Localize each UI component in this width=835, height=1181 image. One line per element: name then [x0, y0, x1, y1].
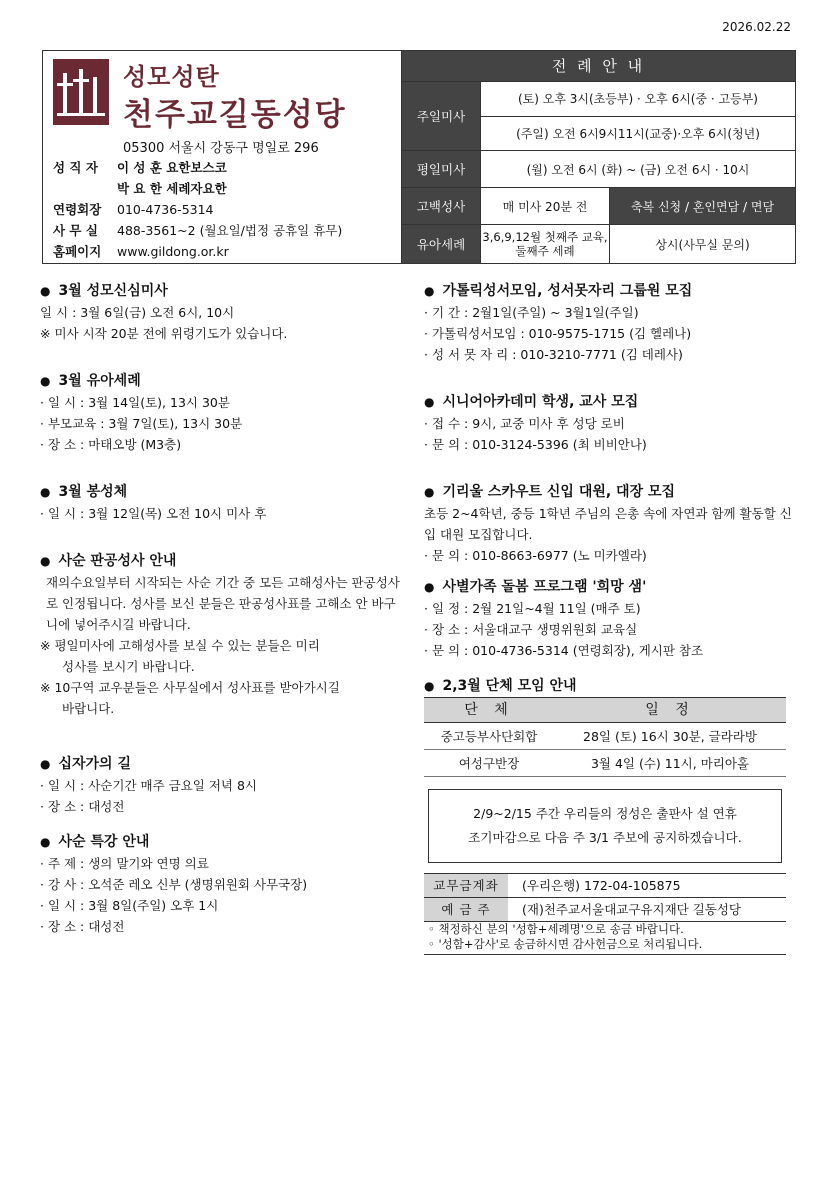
section-lent-lecture: [40, 831, 405, 937]
section-title: ● 시니어아카데미 학생, 교사 모집: [424, 391, 792, 413]
section-line: · 장 소 : 서울대교구 생명위원회 교육실: [424, 622, 638, 637]
table-row: [424, 898, 786, 922]
section-line: 일 시 : 3월 6일(금) 오전 6시, 10시: [40, 305, 235, 320]
table-cell: 여성구반장: [424, 750, 554, 777]
table-cell: 28일 (토) 16시 30분, 글라라방: [554, 723, 786, 750]
section-note: ※ 10구역 교우분들은 사무실에서 성사표를 받아가시길: [40, 680, 340, 695]
table-header-row: [424, 698, 786, 723]
contact-row: [53, 220, 342, 241]
section-note: ※ 평일미사에 고해성사를 보실 수 있는 분들은 미리: [40, 638, 320, 653]
right-column: [424, 280, 792, 955]
baptism-row: [402, 225, 795, 263]
notice-line: 조기마감으로 다음 주 3/1 주보에 공지하겠습니다.: [468, 830, 742, 845]
sunday-mass-row: [402, 82, 795, 151]
contact-row: [53, 178, 342, 199]
account-number: (우리은행) 172-04-105875: [508, 874, 786, 898]
parish-info: [43, 51, 402, 263]
left-column: [40, 280, 405, 937]
section-title: ● 3월 봉성체: [40, 481, 405, 503]
homepage-link[interactable]: www.gildong.or.kr: [117, 244, 229, 259]
sunday-mass-sunday: (주일) 오전 6시9시11시(교중)·오후 6시(청년): [516, 126, 760, 141]
notice-line: 2/9~2/15 주간 우리들의 정성은 출판사 설 연휴: [473, 806, 737, 821]
section-line: · 일 시 : 3월 8일(주일) 오후 1시: [40, 898, 219, 913]
section-infant-baptism: [40, 370, 405, 455]
parish-title-small: 성모성탄: [123, 63, 220, 91]
section-note: 성사를 보시기 바랍니다.: [62, 659, 195, 674]
confession-label: 고백성사: [402, 188, 481, 224]
confession-time: 매 미사 20분 전: [481, 188, 610, 224]
parish-logo-icon: [53, 59, 109, 125]
section-scout-recruit: [424, 481, 792, 566]
section-line: · 일 시 : 3월 12일(목) 오전 10시 미사 후: [40, 506, 267, 521]
contact-value: 박 요 한 세례자요한: [117, 181, 227, 196]
section-line: · 일 정 : 2월 21일~4월 11일 (매주 토): [424, 601, 641, 616]
section-line: · 장 소 : 마태오방 (M3층): [40, 437, 182, 452]
weekday-mass-label: 평일미사: [402, 151, 481, 187]
baptism-schedule: 3,6,9,12월 첫째주 교육, 둘째주 세례: [481, 225, 610, 263]
section-grief-care: [424, 576, 792, 661]
section-title: ● 기리울 스카우트 신입 대원, 대장 모집: [424, 481, 792, 503]
section-line: · 강 사 : 오석준 레오 신부 (생명위원회 사무국장): [40, 877, 308, 892]
contact-label: [53, 178, 117, 199]
table-header: 단 체: [424, 698, 554, 723]
section-lent-confession: [40, 550, 405, 719]
bulletin-header: [42, 50, 796, 264]
section-title: ● 사순 특강 안내: [40, 831, 405, 853]
section-group-meetings: [424, 675, 792, 777]
section-line: · 접 수 : 9시, 교중 미사 후 성당 로비: [424, 416, 625, 431]
account-table: [424, 873, 786, 921]
section-title: ● 사별가족 돌봄 프로그램 '희망 샘': [424, 576, 792, 598]
weekday-mass-row: [402, 151, 795, 188]
contact-row: [53, 241, 342, 262]
section-communion-sick: [40, 481, 405, 524]
section-title: ● 2,3월 단체 모임 안내: [424, 675, 792, 697]
table-header: 일 정: [554, 698, 786, 723]
section-note: ※ 미사 시작 20분 전에 위령기도가 있습니다.: [40, 326, 288, 341]
sunday-mass-saturday: (토) 오후 3시(초등부) · 오후 6시(중 · 고등부): [481, 82, 795, 117]
section-paragraph: 초등 2~4학년, 중등 1학년 주님의 은총 속에 자연과 함께 활동할 신입 대원 모집합니다.: [424, 506, 792, 542]
contact-value: 010-4736-5314: [117, 202, 214, 217]
section-line: · 성 서 못 자 리 : 010-3210-7771 (김 데레사): [424, 347, 683, 362]
section-line: · 주 제 : 생의 말기와 연명 의료: [40, 856, 209, 871]
account-holder: (재)천주교서울대교구유지재단 길동성당: [508, 898, 786, 922]
account-holder-label: 예 금 주: [424, 898, 508, 922]
contact-row: [53, 157, 342, 178]
table-row: [424, 874, 786, 898]
table-row: [424, 750, 786, 777]
section-line: · 일 시 : 3월 14일(토), 13시 30분: [40, 395, 230, 410]
section-senior-academy: [424, 391, 792, 455]
section-line: · 부모교육 : 3월 7일(토), 13시 30분: [40, 416, 243, 431]
section-line: · 장 소 : 대성전: [40, 799, 125, 814]
contact-label: 사 무 실: [53, 223, 98, 238]
parish-title-large: 천주교길동성당: [123, 97, 347, 133]
section-note: 바랍니다.: [62, 701, 115, 716]
section-stations-cross: [40, 753, 405, 817]
section-title: ● 가톨릭성서모임, 성서못자리 그룹원 모집: [424, 280, 792, 302]
confession-row: [402, 188, 795, 225]
contact-value: 488-3561~2 (월요일/법정 공휴일 휴무): [117, 223, 343, 238]
contact-label: 연령회장: [53, 202, 102, 217]
section-bible-study: [424, 280, 792, 365]
table-row: [424, 723, 786, 750]
baptism-label: 유아세례: [402, 225, 481, 263]
group-meeting-table: [424, 697, 786, 777]
section-marian-mass: [40, 280, 405, 344]
liturgy-schedule: [402, 51, 795, 263]
section-line: · 문 의 : 010-4736-5314 (연령회장), 게시판 참조: [424, 643, 704, 658]
parish-address: 05300 서울시 강동구 명일로 296: [123, 141, 319, 156]
table-cell: 3월 4일 (수) 11시, 마리아홀: [554, 750, 786, 777]
section-paragraph: 재의수요일부터 시작되는 사순 기간 중 모든 고해성사는 판공성사로 인정됩니다. 성사를 보신 분들은 판공성사표를 고해소 안 바구니에 넣어주시길 바랍니다.: [46, 575, 400, 632]
section-line: · 문 의 : 010-3124-5396 (최 비비안나): [424, 437, 647, 452]
contact-row: [53, 199, 342, 220]
account-note: ◦ 책정하신 분의 '성함+세례명'으로 송금 바랍니다.: [428, 922, 684, 936]
sunday-mass-label: 주일미사: [402, 82, 481, 150]
bulletin-date: 2026.02.22: [722, 20, 791, 34]
office-inquiry: 상시(사무실 문의): [655, 237, 750, 252]
section-title: ● 십자가의 길: [40, 753, 405, 775]
blessing-counsel: 축복 신청 / 혼인면담 / 면담: [610, 188, 795, 224]
section-line: · 기 간 : 2월1일(주일) ~ 3월1일(주일): [424, 305, 639, 320]
weekday-mass-times: (월) 오전 6시 (화) ~ (금) 오전 6시 · 10시: [526, 162, 750, 177]
section-title: ● 3월 성모신심미사: [40, 280, 405, 302]
contact-value: 이 성 훈 요한보스코: [117, 160, 227, 175]
notice-box: [428, 789, 782, 863]
table-cell: 중고등부사단회합: [424, 723, 554, 750]
schedule-title: 전 례 안 내: [402, 51, 795, 82]
account-note: ◦ '성함+감사'로 송금하시면 감사헌금으로 처리됩니다.: [428, 937, 703, 951]
contact-label: 홈페이지: [53, 244, 102, 259]
contact-label: 성 직 자: [53, 160, 98, 175]
section-title: ● 사순 판공성사 안내: [40, 550, 405, 572]
section-line: · 가톨릭성서모임 : 010-9575-1715 (김 헬레나): [424, 326, 692, 341]
section-line: · 일 시 : 사순기간 매주 금요일 저녁 8시: [40, 778, 257, 793]
section-title: ● 3월 유아세례: [40, 370, 405, 392]
section-line: · 문 의 : 010-8663-6977 (노 미카엘라): [424, 548, 647, 563]
parish-contacts: [53, 157, 342, 262]
account-label: 교무금계좌: [424, 874, 508, 898]
section-line: · 장 소 : 대성전: [40, 919, 125, 934]
